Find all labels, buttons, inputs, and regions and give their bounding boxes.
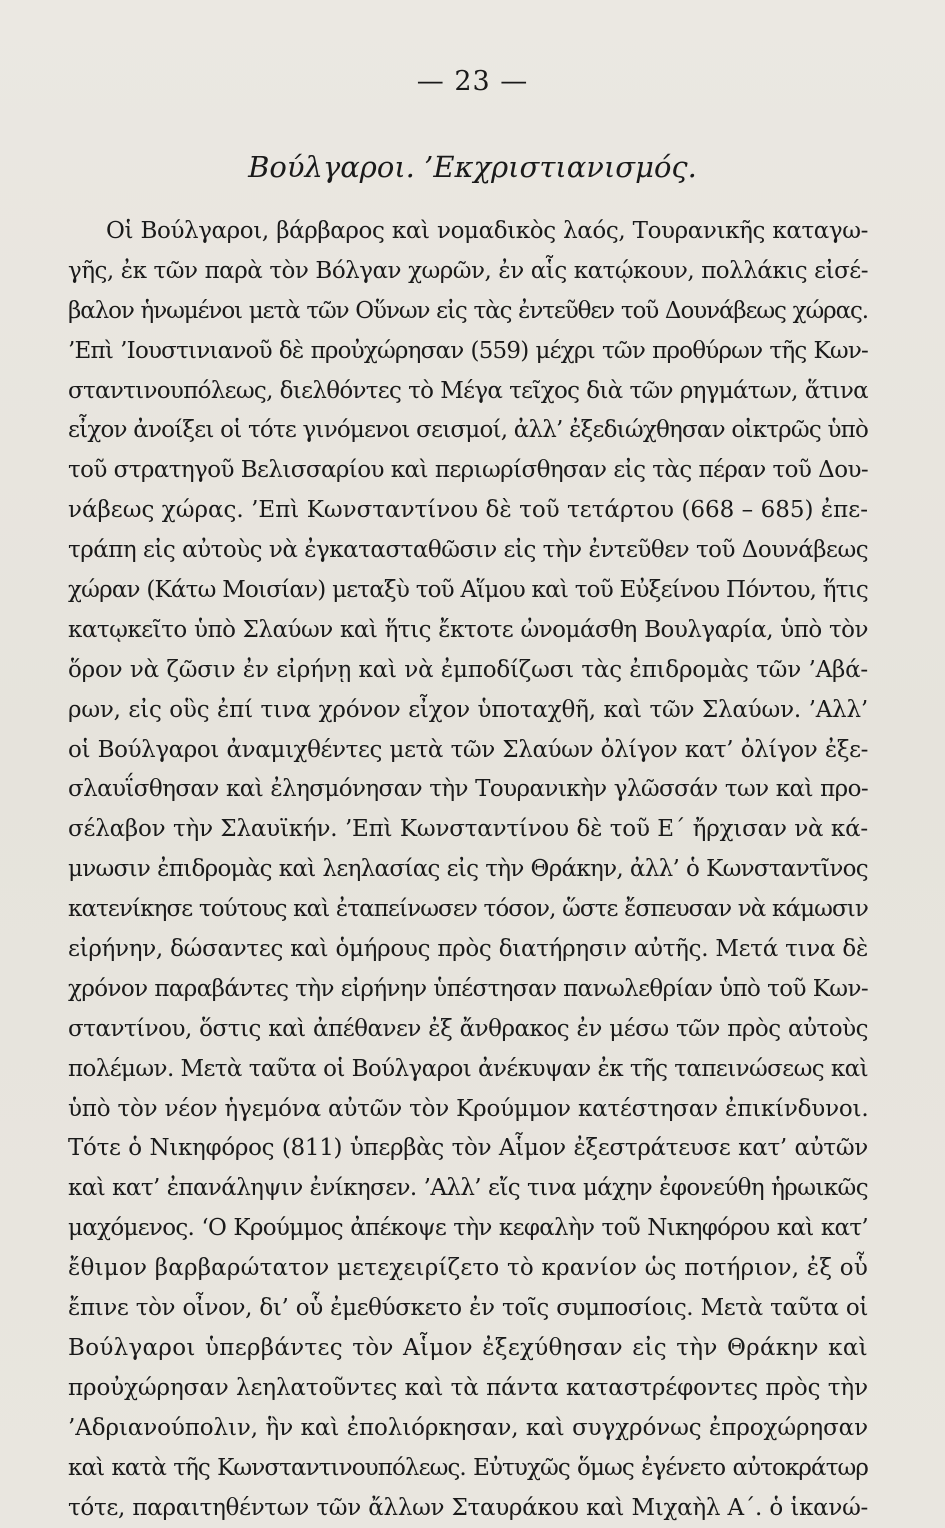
text-line: χρόνον παραβάντες τὴν εἰρήνην ὑπέστησαν πανωλεθρίαν ὑπὸ τοῦ Κων- [68, 970, 868, 1010]
text-line: τότε, παραιτηθέντων τῶν ἄλλων Σταυράκου καὶ Μιχαὴλ Α΄. ὁ ἱκανώ- [68, 1489, 868, 1528]
text-line: νάβεως χώρας. ’Επὶ Κωνσταντίνου δὲ τοῦ τετάρτου (668 – 685) ἐπε- [68, 491, 868, 531]
text-line: ἔπινε τὸν οἶνον, δι’ οὗ ἐμεθύσκετο ἐν τοῖς συμποσίοις. Μετὰ ταῦτα οἱ [68, 1289, 868, 1329]
text-line: ρων, εἰς οὓς ἐπί τινα χρόνον εἶχον ὑποταχθῆ, καὶ τῶν Σλαύων. ’Αλλ’ [68, 691, 868, 731]
text-line: μνωσιν ἐπιδρομὰς καὶ λεηλασίας εἰς τὴν Θράκην, ἀλλ’ ὁ Κωνσταντῖνος [68, 850, 868, 890]
text-line: σταντινουπόλεως, διελθόντες τὸ Μέγα τεῖχος διὰ τῶν ρηγμάτων, ἅτινα [68, 372, 868, 412]
text-line: εἶχον ἀνοίξει οἱ τότε γινόμενοι σεισμοί, ἀλλ’ ἐξεδιώχθησαν οἰκτρῶς ὑπὸ [68, 411, 868, 451]
text-line: σταντίνου, ὅστις καὶ ἀπέθανεν ἐξ ἄνθρακος ἐν μέσω τῶν πρὸς αὐτοὺς [68, 1010, 868, 1050]
text-line: ὑπὸ τὸν νέον ἡγεμόνα αὐτῶν τὸν Κρούμμον κατέστησαν ἐπικίνδυνοι. [68, 1090, 868, 1130]
text-line: προὐχώρησαν λεηλατοῦντες καὶ τὰ πάντα καταστρέφοντες πρὸς τὴν [68, 1369, 868, 1409]
text-line: ’Επὶ ’Ιουστινιανοῦ δὲ προὐχώρησαν (559) μέχρι τῶν προθύρων τῆς Κων- [68, 332, 868, 372]
text-line: πολέμων. Μετὰ ταῦτα οἱ Βούλγαροι ἀνέκυψαν ἐκ τῆς ταπεινώσεως καὶ [68, 1050, 868, 1090]
text-line: καὶ κατ’ ἐπανάληψιν ἐνίκησεν. ’Αλλ’ εἴς τινα μάχην ἐφονεύθη ἡρωικῶς [68, 1169, 868, 1209]
body-text [68, 212, 868, 1528]
text-line: σέλαβον τὴν Σλαυϊκήν. ’Επὶ Κωνσταντίνου δὲ τοῦ Ε΄ ἤρχισαν νὰ κά- [68, 810, 868, 850]
text-line: τοῦ στρατηγοῦ Βελισσαρίου καὶ περιωρίσθησαν εἰς τὰς πέραν τοῦ Δου- [68, 451, 868, 491]
text-line: χώραν (Κάτω Μοισίαν) μεταξὺ τοῦ Αἵμου καὶ τοῦ Εὐξείνου Πόντου, ἥτις [68, 571, 868, 611]
chapter-title: Βούλγαροι. ’Εκχριστιανισμός. [0, 150, 945, 184]
text-line: ἔθιμον βαρβαρώτατον μετεχειρίζετο τὸ κρανίον ὡς ποτήριον, ἐξ οὗ [68, 1249, 868, 1289]
text-line: κατῳκεῖτο ὑπὸ Σλαύων καὶ ἥτις ἔκτοτε ὠνομάσθη Βουλγαρία, ὑπὸ τὸν [68, 611, 868, 651]
text-line: ὅρον νὰ ζῶσιν ἐν εἰρήνῃ καὶ νὰ ἐμποδίζωσι τὰς ἐπιδρομὰς τῶν ’Αβά- [68, 651, 868, 691]
text-line: κατενίκησε τούτους καὶ ἐταπείνωσεν τόσον, ὥστε ἔσπευσαν νὰ κάμωσιν [68, 890, 868, 930]
text-line: τράπη εἰς αὐτοὺς νὰ ἐγκατασταθῶσιν εἰς τὴν ἐντεῦθεν τοῦ Δουνάβεως [68, 531, 868, 571]
text-line: οἱ Βούλγαροι ἀναμιχθέντες μετὰ τῶν Σλαύων ὀλίγον κατ’ ὀλίγον ἐξε- [68, 731, 868, 771]
text-line: Οἱ Βούλγαροι, βάρβαρος καὶ νομαδικὸς λαός, Τουρανικῆς καταγω- [68, 212, 868, 252]
page-number: — 23 — [0, 66, 945, 97]
text-line: γῆς, ἐκ τῶν παρὰ τὸν Βόλγαν χωρῶν, ἐν αἷς κατῴκουν, πολλάκις εἰσέ- [68, 252, 868, 292]
text-line: Βούλγαροι ὑπερβάντες τὸν Αἷμον ἐξεχύθησαν εἰς τὴν Θράκην καὶ [68, 1329, 868, 1369]
text-line: καὶ κατὰ τῆς Κωνσταντινουπόλεως. Εὐτυχῶς ὅμως ἐγένετο αὐτοκράτωρ [68, 1449, 868, 1489]
text-line: Τότε ὁ Νικηφόρος (811) ὑπερβὰς τὸν Αἷμον ἐξεστράτευσε κατ’ αὐτῶν [68, 1129, 868, 1169]
text-line: σλαυΐσθησαν καὶ ἐλησμόνησαν τὴν Τουρανικὴν γλῶσσάν των καὶ προ- [68, 770, 868, 810]
text-line: εἰρήνην, δώσαντες καὶ ὁμήρους πρὸς διατήρησιν αὐτῆς. Μετά τινα δὲ [68, 930, 868, 970]
text-line: ’Αδριανούπολιν, ἣν καὶ ἐπολιόρκησαν, καὶ συγχρόνως ἐπροχώρησαν [68, 1409, 868, 1449]
text-line: μαχόμενος. ‘Ο Κρούμμος ἀπέκοψε τὴν κεφαλὴν τοῦ Νικηφόρου καὶ κατ’ [68, 1209, 868, 1249]
text-line: βαλον ἡνωμένοι μετὰ τῶν Οὕνων εἰς τὰς ἐντεῦθεν τοῦ Δουνάβεως χώρας. [68, 292, 868, 332]
